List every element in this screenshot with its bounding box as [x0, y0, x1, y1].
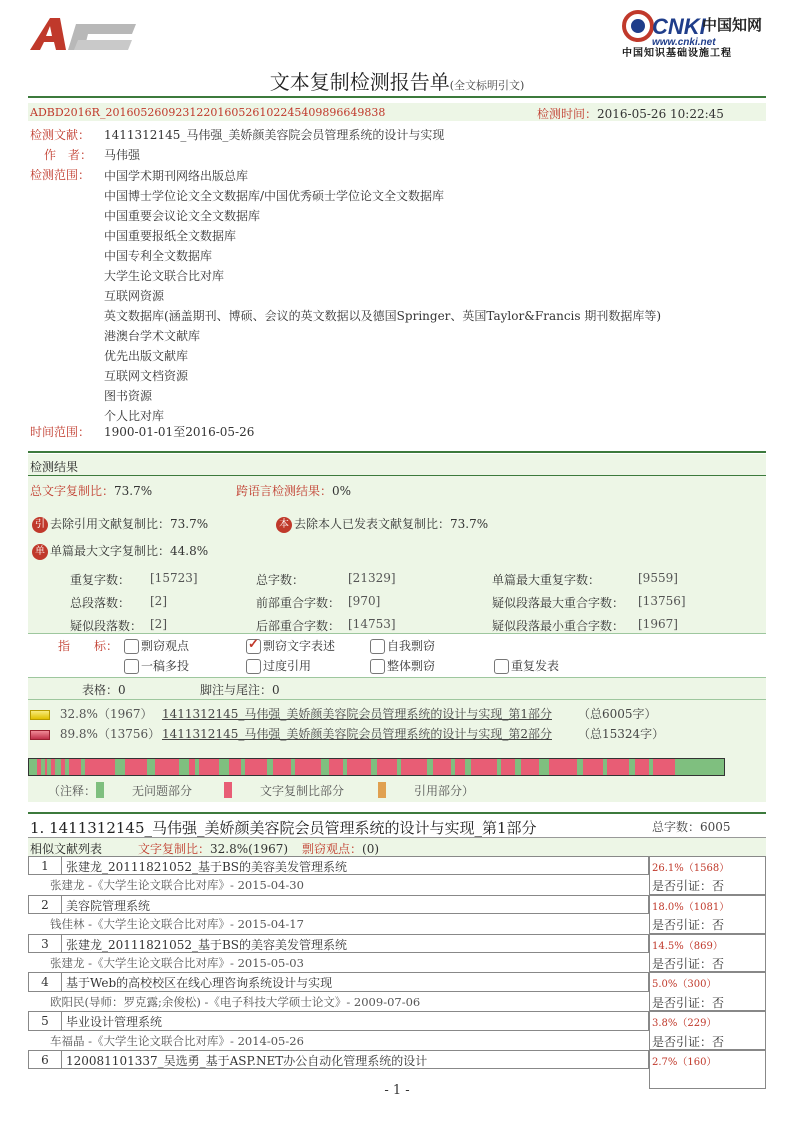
stat-value: [1967] — [638, 617, 678, 631]
distribution-segment — [371, 759, 377, 775]
distribution-segment — [179, 759, 189, 775]
stat-value: [2] — [150, 617, 167, 631]
part-link[interactable]: 1411312145_马伟强_美娇颜美容院会员管理系统的设计与实现_第1部分 — [162, 707, 552, 721]
cite-label: 是否引证： — [652, 1034, 713, 1049]
distribution-segment — [65, 759, 69, 775]
stat-value: [15723] — [150, 571, 198, 585]
scope-list — [104, 166, 661, 426]
stat-item: 重复字数： — [70, 573, 131, 587]
svg-text:中国知网: 中国知网 — [702, 16, 763, 34]
checkbox-icon[interactable] — [370, 659, 385, 674]
checkbox-icon[interactable] — [124, 659, 139, 674]
checkbox-icon[interactable] — [370, 639, 385, 654]
stat-item: 疑似段落最小重合字数： — [492, 619, 625, 633]
total-copy-ratio: 总文字复制比：73.7% — [30, 484, 153, 498]
distribution-segment — [679, 759, 724, 775]
cite-value: 否 — [712, 918, 725, 933]
row-number: 2 — [28, 895, 62, 914]
similar-doc-ratio: 14.5%（869） — [652, 940, 723, 952]
report-id: ADBD2016R_2016052609231220160526102245409896649838 — [30, 106, 386, 119]
single-max-ratio: 单 单篇最大文字复制比：44.8% — [32, 542, 208, 560]
scope-item: 英文数据库(涵盖期刊、博硕、会议的英文数据以及德国Springer、英国Taylor&Francis 期刊数据库等) — [104, 309, 662, 323]
section-title: 1. 1411312145_马伟强_美娇颜美容院会员管理系统的设计与实现_第1部分 — [30, 819, 537, 837]
checkbox-icon[interactable] — [494, 659, 509, 674]
time-value: 1900-01-01至2016-05-26 — [104, 425, 255, 439]
scope-item: 互联网资源 — [104, 289, 165, 303]
stat-item: 前部重合字数： — [256, 596, 341, 610]
similar-doc-source: 欧阳民(导师：罗克露;余俊松) -《电子科技大学硕士论文》- 2009-07-06 — [50, 994, 421, 1009]
cite-value: 否 — [712, 957, 725, 971]
distribution-segment — [629, 759, 635, 775]
indicator-plag-text[interactable]: ✓ 剽窃文字表述 — [246, 637, 335, 654]
cite-value: 否 — [712, 1034, 725, 1049]
indicator-label: 指 标： — [58, 639, 119, 653]
cite-status — [652, 877, 724, 894]
similar-doc-source: 张建龙 -《大学生论文联合比对库》- 2015-05-03 — [50, 956, 304, 970]
time-label: 时间范围： — [30, 425, 91, 439]
badge-dan-icon: 单 — [32, 544, 48, 560]
similar-doc-title[interactable]: 张建龙_20111821052_基于BS的美容美发管理系统 — [66, 937, 348, 952]
distribution-segment — [47, 759, 51, 775]
amlc-logo — [28, 14, 138, 54]
indicator-dup-publish[interactable]: 重复发表 — [494, 657, 559, 674]
indicator-multi-submit[interactable]: 一稿多投 — [124, 657, 189, 674]
scope-item: 中国重要报纸全文数据库 — [104, 229, 237, 243]
similar-doc-source: 钱佳林 -《大学生论文联合比对库》- 2015-04-17 — [50, 917, 304, 932]
similar-doc-ratio: 5.0%（300） — [652, 979, 717, 991]
distribution-segment — [267, 759, 273, 775]
tables-count: 表格：0 — [82, 683, 126, 697]
cnki-slogan: 中国知识基础设施工程 — [622, 48, 732, 59]
check-time: 检测时间：2016-05-26 10:22:45 — [537, 107, 724, 121]
distribution-segment — [515, 759, 521, 775]
cite-label: 是否引证： — [652, 918, 713, 933]
cite-label: 是否引证： — [652, 879, 713, 894]
checkbox-icon[interactable] — [124, 639, 139, 654]
row-number: 4 — [28, 972, 62, 991]
part-bar-icon — [30, 710, 50, 720]
distribution-segment — [675, 759, 679, 775]
row-number: 6 — [28, 1050, 62, 1069]
cite-label: 是否引证： — [652, 957, 713, 971]
scope-item: 中国专利全文数据库 — [104, 249, 213, 263]
stat-value: [970] — [348, 594, 381, 608]
similar-doc-title[interactable]: 毕业设计管理系统 — [66, 1015, 163, 1030]
page-title: 文本复制检测报告单(全文标明引文) — [269, 70, 525, 94]
distribution-segment — [195, 759, 199, 775]
distribution-segment — [81, 759, 85, 775]
author-value: 马伟强 — [104, 148, 141, 162]
stat-item: 单篇最大重复字数： — [492, 573, 601, 587]
distribution-segment — [451, 759, 455, 775]
scope-item: 中国重要会议论文全文数据库 — [104, 209, 261, 223]
similar-doc-title[interactable]: 张建龙_20111821052_基于BS的美容美发管理系统 — [66, 860, 348, 874]
cite-status — [652, 916, 724, 933]
stat-item: 总段落数： — [70, 596, 131, 610]
cite-status — [652, 994, 724, 1011]
legend: （注释： — [48, 784, 97, 798]
indicator-over-cite[interactable]: 过度引用 — [246, 657, 311, 674]
scope-item: 优先出版文献库 — [104, 349, 189, 363]
legend-copy-label: 文字复制比部分 — [260, 784, 345, 798]
distribution-segment — [649, 759, 653, 775]
legend-copy-swatch-icon — [224, 782, 232, 798]
distribution-segment — [219, 759, 229, 775]
checkbox-icon[interactable] — [246, 659, 261, 674]
results-title: 检测结果 — [30, 460, 79, 474]
distribution-segment — [147, 759, 155, 775]
distribution-bar — [28, 758, 725, 776]
part-row: 32.8%（1967） — [30, 705, 153, 722]
stat-value: [13756] — [638, 594, 686, 608]
indicator-plag-view[interactable]: 剽窃观点 — [124, 637, 189, 654]
stat-item: 总字数： — [256, 573, 305, 587]
indicator-self-plag[interactable]: 自我剽窃 — [370, 637, 435, 654]
scope-item: 大学生论文联合比对库 — [104, 269, 225, 283]
cite-label: 是否引证： — [652, 995, 713, 1010]
scope-label: 检测范围： — [30, 168, 91, 182]
row-number: 1 — [28, 856, 62, 875]
doc-label: 检测文献： — [30, 128, 91, 142]
footnotes-count: 脚注与尾注：0 — [200, 683, 280, 697]
similar-doc-ratio: 3.8%（229） — [652, 1018, 717, 1030]
doc-value: 1411312145_马伟强_美娇颜美容院会员管理系统的设计与实现 — [104, 128, 445, 142]
stat-item: 疑似段落最大重合字数： — [492, 596, 625, 610]
similar-doc-ratio: 2.7%（160） — [652, 1057, 717, 1068]
distribution-segment — [577, 759, 583, 775]
part-total: （总6005字） — [578, 707, 657, 721]
distribution-segment — [497, 759, 501, 775]
distribution-segment — [539, 759, 549, 775]
similar-doc-title[interactable]: 基于Web的高校校区在线心理咨询系统设计与实现 — [66, 976, 333, 991]
similar-doc-title[interactable]: 120081101337_吴选勇_基于ASP.NET办公自动化管理系统的设计 — [66, 1054, 428, 1068]
part-bar-icon — [30, 730, 50, 740]
similar-doc-ratio: 26.1%（1568） — [652, 863, 730, 874]
cite-value: 否 — [712, 995, 725, 1010]
row-number: 5 — [28, 1011, 62, 1030]
scope-item: 港澳台学术文献库 — [104, 329, 201, 343]
distribution-segment — [465, 759, 471, 775]
row-number: 3 — [28, 934, 62, 953]
badge-yin-icon: 引 — [32, 517, 48, 533]
scope-item: 互联网文档资源 — [104, 369, 189, 383]
distribution-segment — [427, 759, 433, 775]
legend-cite-label: 引用部分） — [414, 784, 475, 798]
stat-value: [14753] — [348, 617, 396, 631]
cite-status — [652, 955, 724, 972]
stat-item: 后部重合字数： — [256, 619, 341, 633]
scope-item: 中国学术期刊网络出版总库 — [104, 169, 249, 183]
similar-doc-source: 张建龙 -《大学生论文联合比对库》- 2015-04-30 — [50, 878, 304, 893]
stat-value: [2] — [150, 594, 167, 608]
distribution-segment — [291, 759, 295, 775]
badge-ben-icon: 本 — [276, 517, 292, 533]
page-number: - 1 - — [384, 1083, 410, 1098]
section-plag: 剽窃观点：(0) — [302, 842, 380, 856]
similar-doc-source: 车福晶 -《大学生论文联合比对库》- 2014-05-26 — [50, 1033, 304, 1048]
distribution-segment — [55, 759, 61, 775]
checkbox-checked-icon[interactable] — [246, 639, 261, 654]
section-ratio: 文字复制比：32.8%(1967) — [138, 842, 289, 856]
svg-text:CNKI: CNKI — [652, 14, 706, 39]
legend-ok-swatch-icon — [96, 782, 104, 798]
distribution-segment — [241, 759, 245, 775]
svg-text:www.cnki.net: www.cnki.net — [652, 37, 716, 48]
distribution-segment — [397, 759, 401, 775]
stat-item: 疑似段落数： — [70, 619, 143, 633]
section-total: 总字数：6005 — [652, 820, 731, 834]
scope-item: 个人比对库 — [104, 409, 165, 423]
excl-self-ratio: 本 去除本人已发表文献复制比：73.7% — [276, 515, 488, 533]
similar-list-label: 相似文献列表 — [30, 842, 103, 856]
distribution-segment — [115, 759, 125, 775]
scope-item: 图书资源 — [104, 389, 153, 403]
similar-doc-ratio: 18.0%（1081） — [652, 901, 730, 913]
part-link[interactable]: 1411312145_马伟强_美娇颜美容院会员管理系统的设计与实现_第2部分 — [162, 727, 552, 741]
stat-value: [9559] — [638, 571, 678, 585]
distribution-segment — [41, 759, 45, 775]
indicator-whole-plag[interactable]: 整体剽窃 — [370, 657, 435, 674]
stat-value: [21329] — [348, 571, 396, 585]
distribution-segment — [343, 759, 347, 775]
part-row: 89.8%（13756） — [30, 725, 160, 742]
distribution-segment — [603, 759, 607, 775]
legend-ok-label: 无问题部分 — [132, 784, 193, 798]
cross-language-result: 跨语言检测结果：0% — [236, 484, 352, 498]
scope-item: 中国博士学位论文全文数据库/中国优秀硕士学位论文全文数据库 — [104, 189, 445, 203]
part-total: （总15324字） — [578, 727, 665, 741]
author-label: 作 者： — [44, 148, 93, 162]
distribution-segment — [321, 759, 329, 775]
similar-doc-title[interactable]: 美容院管理系统 — [66, 898, 151, 913]
excl-ref-ratio: 引 去除引用文献复制比：73.7% — [32, 515, 208, 533]
legend-cite-swatch-icon — [378, 782, 386, 798]
cite-status — [652, 1033, 724, 1050]
distribution-segment — [29, 759, 37, 775]
cite-value: 否 — [712, 879, 725, 894]
